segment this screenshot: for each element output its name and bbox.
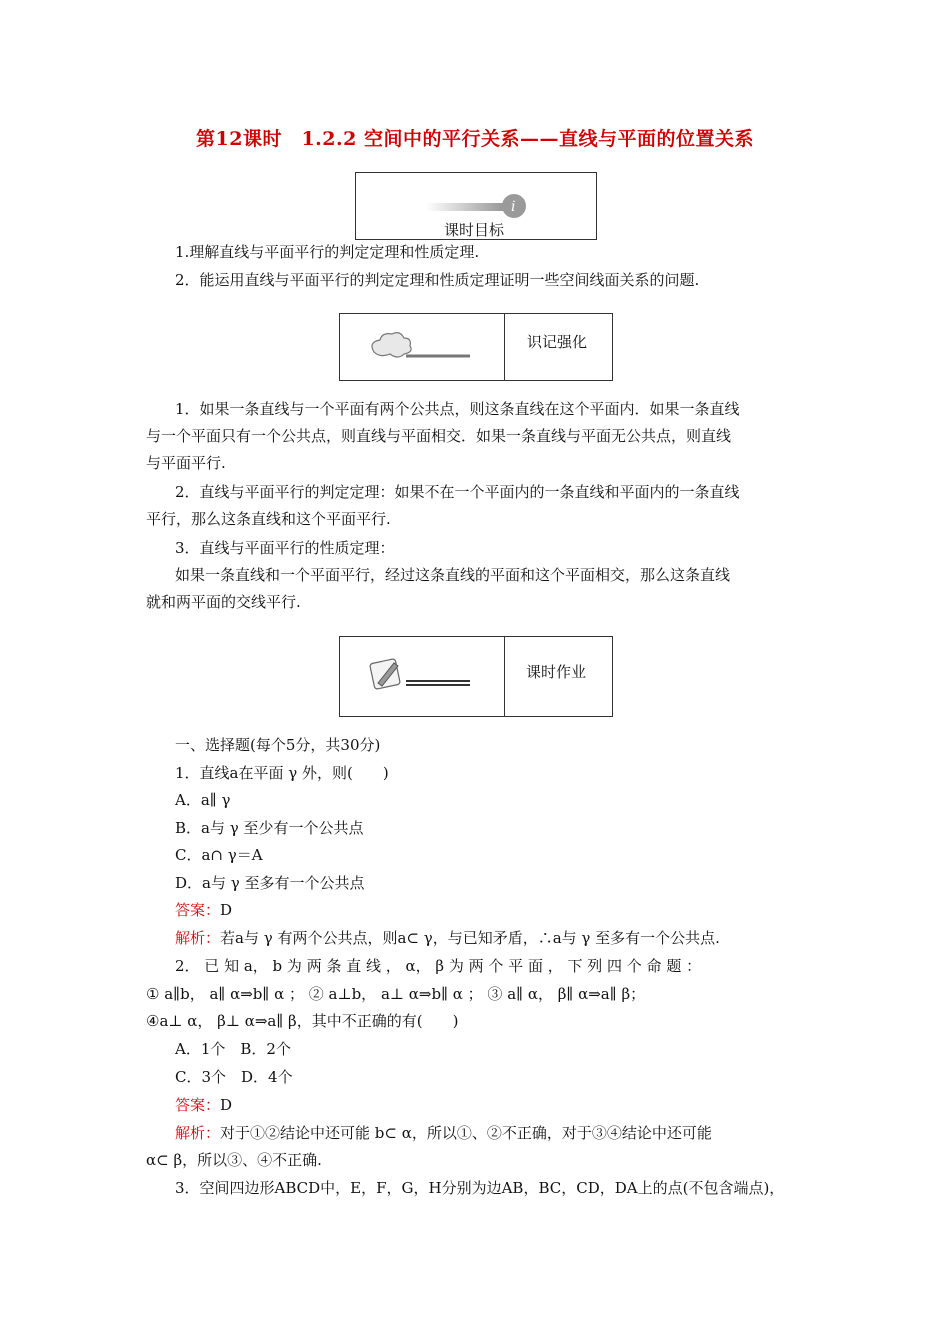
q1-stem: 1．直线a在平面 γ 外，则( ) xyxy=(175,764,389,782)
memory-p2-line2: 平行，那么这条直线和这个平面平行. xyxy=(146,510,391,528)
q1-analysis-label: 解析： xyxy=(175,929,221,947)
q2-options-cd: C．3个 D．4个 xyxy=(175,1068,293,1086)
memory-banner xyxy=(339,313,613,381)
memory-p3-line3: 就和两平面的交线平行. xyxy=(146,593,301,611)
q2-analysis-label: 解析： xyxy=(175,1124,221,1142)
q3-line1: 3．空间四边形ABCD中，E，F，G，H分别为边AB，BC，CD，DA上的点(不包含端点)， xyxy=(175,1179,785,1197)
q1-option-a: A．a∥ γ xyxy=(175,791,231,809)
q2-analysis-line1 xyxy=(175,1122,712,1143)
q2-line3: ④a⊥ α， β⊥ α⇒a∥ β，其中不正确的有( ) xyxy=(146,1012,459,1030)
memory-p3-line2: 如果一条直线和一个平面平行，经过这条直线的平面和这个平面相交，那么这条直线 xyxy=(175,566,731,584)
homework-label: 课时作业 xyxy=(526,663,587,681)
memory-p3-line1: 3．直线与平面平行的性质定理： xyxy=(175,539,395,557)
q2-line1: 2． 已 知 a， b 为 两 条 直 线 ， α， β 为 两 个 平 面 ， 下 列 四 个 命 题 ： xyxy=(175,957,702,975)
homework-banner xyxy=(339,636,613,717)
svg-text:i: i xyxy=(511,199,516,215)
objective-2: 2．能运用直线与平面平行的判定定理和性质定理证明一些空间线面关系的问题. xyxy=(175,271,700,289)
q1-analysis-text: 若a与 γ 有两个公共点，则a⊂ γ，与已知矛盾，∴a与 γ 至多有一个公共点. xyxy=(220,929,720,947)
objective-banner xyxy=(355,172,597,240)
q2-analysis-text: 对于①②结论中还可能 b⊂ α，所以①、②不正确，对于③④结论中还可能 xyxy=(220,1124,712,1142)
q2-options-ab: A．1个 B．2个 xyxy=(175,1040,291,1058)
q1-option-b: B．a与 γ 至少有一个公共点 xyxy=(175,819,364,837)
q2-answer-value: D xyxy=(220,1096,233,1114)
q2-analysis-line2: α⊂ β，所以③、④不正确. xyxy=(146,1151,322,1169)
memory-p1-line3: 与平面平行. xyxy=(146,454,226,472)
memory-label: 识记强化 xyxy=(527,333,588,351)
memory-p2-line1: 2．直线与平面平行的判定定理：如果不在一个平面内的一条直线和平面内的一条直线 xyxy=(175,483,740,501)
objective-label: 课时目标 xyxy=(444,221,505,239)
q2-answer-label: 答案： xyxy=(175,1096,221,1114)
page-title: 第12课时 1.2.2 空间中的平行关系——直线与平面的位置关系 xyxy=(196,128,754,150)
objective-1: 1.理解直线与平面平行的判定定理和性质定理. xyxy=(175,243,480,261)
q1-option-c: C．a∩ γ＝A xyxy=(175,846,263,864)
q1-answer-label: 答案： xyxy=(175,901,221,919)
q1-answer-value: D xyxy=(220,901,233,919)
info-arrow-icon xyxy=(424,189,544,223)
section-heading: 一、选择题(每个5分，共30分) xyxy=(175,736,381,754)
q2-answer xyxy=(175,1094,232,1115)
q1-answer xyxy=(175,899,232,920)
memory-p1-line1: 1．如果一条直线与一个平面有两个公共点，则这条直线在这个平面内．如果一条直线 xyxy=(175,400,740,418)
q2-line2: ① a∥b， a∥ α⇒b∥ α ； ② a⊥b， a⊥ α⇒b∥ α ； ③ a∥ α， β∥ α⇒a∥ β； xyxy=(146,985,646,1003)
pen-paper-icon xyxy=(368,655,488,699)
memory-p1-line2: 与一个平面只有一个公共点，则直线与平面相交．如果一条直线与平面无公共点，则直线 xyxy=(146,427,732,445)
q1-option-d: D．a与 γ 至多有一个公共点 xyxy=(175,874,365,892)
q1-analysis xyxy=(175,927,720,948)
cloud-icon xyxy=(366,328,486,368)
